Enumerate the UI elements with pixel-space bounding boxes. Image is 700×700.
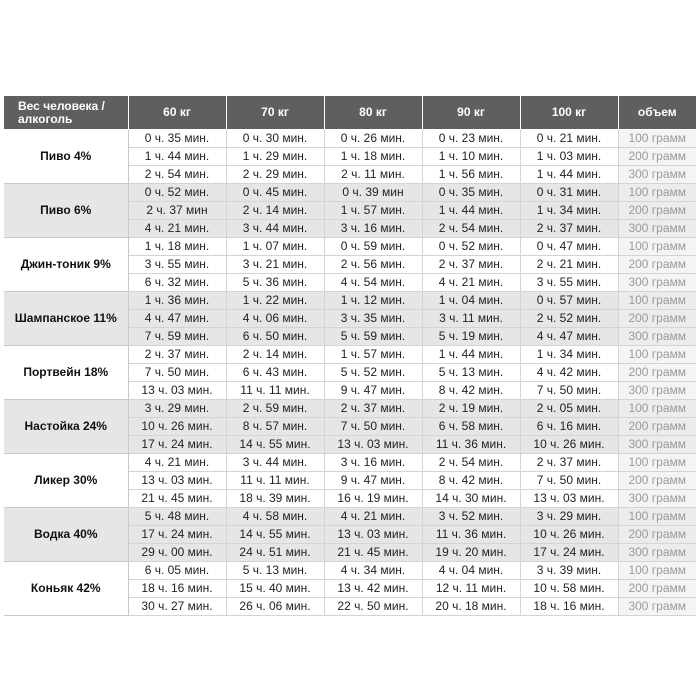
time-cell: 1 ч. 56 мин. <box>422 166 520 184</box>
time-cell: 9 ч. 47 мин. <box>324 472 422 490</box>
time-cell: 2 ч. 37 мин. <box>324 400 422 418</box>
time-cell: 13 ч. 03 мин. <box>324 436 422 454</box>
header-alcohol-label: алкоголь <box>18 111 73 126</box>
volume-cell: 300 грамм <box>618 220 696 238</box>
time-cell: 11 ч. 36 мин. <box>422 526 520 544</box>
time-cell: 1 ч. 44 мин. <box>128 148 226 166</box>
volume-cell: 200 грамм <box>618 526 696 544</box>
time-cell: 5 ч. 52 мин. <box>324 364 422 382</box>
volume-cell: 100 грамм <box>618 238 696 256</box>
time-cell: 1 ч. 29 мин. <box>226 148 324 166</box>
table-row <box>4 184 696 202</box>
time-cell: 7 ч. 50 мин. <box>128 364 226 382</box>
time-cell: 0 ч. 39 мин <box>324 184 422 202</box>
volume-cell: 300 грамм <box>618 490 696 508</box>
time-cell: 18 ч. 39 мин. <box>226 490 324 508</box>
time-cell: 1 ч. 18 мин. <box>128 238 226 256</box>
time-cell: 1 ч. 04 мин. <box>422 292 520 310</box>
header-col-70kg: 70 кг <box>226 96 324 130</box>
time-cell: 7 ч. 59 мин. <box>128 328 226 346</box>
time-cell: 5 ч. 13 мин. <box>226 562 324 580</box>
drink-group <box>4 130 696 184</box>
drink-group <box>4 400 696 454</box>
time-cell: 1 ч. 03 мин. <box>520 148 618 166</box>
table-row <box>4 130 696 148</box>
drink-group <box>4 346 696 400</box>
time-cell: 2 ч. 54 мин. <box>128 166 226 184</box>
time-cell: 29 ч. 00 мин. <box>128 544 226 562</box>
time-cell: 1 ч. 34 мин. <box>520 346 618 364</box>
time-cell: 12 ч. 11 мин. <box>422 580 520 598</box>
time-cell: 4 ч. 06 мин. <box>226 310 324 328</box>
table-row <box>4 400 696 418</box>
header-col-volume: объем <box>618 96 696 130</box>
time-cell: 2 ч. 54 мин. <box>422 220 520 238</box>
volume-cell: 200 грамм <box>618 472 696 490</box>
time-cell: 2 ч. 11 мин. <box>324 166 422 184</box>
drink-name: Настойка 24% <box>4 400 128 454</box>
time-cell: 0 ч. 35 мин. <box>128 130 226 148</box>
table-row <box>4 508 696 526</box>
time-cell: 11 ч. 11 мин. <box>226 382 324 400</box>
time-cell: 3 ч. 29 мин. <box>520 508 618 526</box>
time-cell: 14 ч. 55 мин. <box>226 436 324 454</box>
time-cell: 6 ч. 16 мин. <box>520 418 618 436</box>
time-cell: 6 ч. 32 мин. <box>128 274 226 292</box>
drink-name: Коньяк 42% <box>4 562 128 616</box>
time-cell: 13 ч. 03 мин. <box>128 472 226 490</box>
time-cell: 13 ч. 42 мин. <box>324 580 422 598</box>
volume-cell: 300 грамм <box>618 328 696 346</box>
time-cell: 1 ч. 22 мин. <box>226 292 324 310</box>
drink-name: Ликер 30% <box>4 454 128 508</box>
time-cell: 4 ч. 34 мин. <box>324 562 422 580</box>
drink-name: Пиво 4% <box>4 130 128 184</box>
time-cell: 17 ч. 24 мин. <box>128 436 226 454</box>
time-cell: 2 ч. 37 мин. <box>520 220 618 238</box>
time-cell: 4 ч. 54 мин. <box>324 274 422 292</box>
time-cell: 2 ч. 37 мин <box>128 202 226 220</box>
time-cell: 22 ч. 50 мин. <box>324 598 422 616</box>
time-cell: 7 ч. 50 мин. <box>520 382 618 400</box>
time-cell: 20 ч. 18 мин. <box>422 598 520 616</box>
time-cell: 1 ч. 36 мин. <box>128 292 226 310</box>
time-cell: 14 ч. 30 мин. <box>422 490 520 508</box>
time-cell: 21 ч. 45 мин. <box>128 490 226 508</box>
time-cell: 4 ч. 04 мин. <box>422 562 520 580</box>
time-cell: 2 ч. 54 мин. <box>422 454 520 472</box>
time-cell: 10 ч. 26 мин. <box>128 418 226 436</box>
time-cell: 11 ч. 36 мин. <box>422 436 520 454</box>
time-cell: 1 ч. 57 мин. <box>324 346 422 364</box>
time-cell: 13 ч. 03 мин. <box>324 526 422 544</box>
time-cell: 5 ч. 36 мин. <box>226 274 324 292</box>
volume-cell: 200 грамм <box>618 364 696 382</box>
time-cell: 21 ч. 45 мин. <box>324 544 422 562</box>
volume-cell: 200 грамм <box>618 418 696 436</box>
volume-cell: 100 грамм <box>618 184 696 202</box>
time-cell: 0 ч. 30 мин. <box>226 130 324 148</box>
header-weight-label: Вес человека / <box>18 98 105 113</box>
drink-group <box>4 184 696 238</box>
drink-group <box>4 292 696 346</box>
time-cell: 2 ч. 21 мин. <box>520 256 618 274</box>
time-cell: 4 ч. 58 мин. <box>226 508 324 526</box>
time-cell: 14 ч. 55 мин. <box>226 526 324 544</box>
time-cell: 2 ч. 37 мин. <box>422 256 520 274</box>
time-cell: 8 ч. 42 мин. <box>422 472 520 490</box>
alcohol-elimination-table <box>4 96 696 616</box>
time-cell: 5 ч. 59 мин. <box>324 328 422 346</box>
time-cell: 3 ч. 55 мин. <box>520 274 618 292</box>
volume-cell: 100 грамм <box>618 400 696 418</box>
time-cell: 6 ч. 58 мин. <box>422 418 520 436</box>
time-cell: 2 ч. 52 мин. <box>520 310 618 328</box>
time-cell: 10 ч. 26 мин. <box>520 526 618 544</box>
time-cell: 2 ч. 37 мин. <box>128 346 226 364</box>
time-cell: 3 ч. 11 мин. <box>422 310 520 328</box>
time-cell: 3 ч. 16 мин. <box>324 454 422 472</box>
table-row <box>4 454 696 472</box>
time-cell: 4 ч. 42 мин. <box>520 364 618 382</box>
time-cell: 24 ч. 51 мин. <box>226 544 324 562</box>
volume-cell: 100 грамм <box>618 454 696 472</box>
table-row <box>4 238 696 256</box>
time-cell: 6 ч. 05 мин. <box>128 562 226 580</box>
time-cell: 8 ч. 57 мин. <box>226 418 324 436</box>
time-cell: 3 ч. 44 мин. <box>226 454 324 472</box>
time-cell: 0 ч. 35 мин. <box>422 184 520 202</box>
time-cell: 5 ч. 19 мин. <box>422 328 520 346</box>
time-cell: 3 ч. 39 мин. <box>520 562 618 580</box>
time-cell: 1 ч. 12 мин. <box>324 292 422 310</box>
table-row <box>4 562 696 580</box>
time-cell: 18 ч. 16 мин. <box>520 598 618 616</box>
time-cell: 7 ч. 50 мин. <box>324 418 422 436</box>
time-cell: 4 ч. 21 мин. <box>422 274 520 292</box>
time-cell: 0 ч. 21 мин. <box>520 130 618 148</box>
time-cell: 2 ч. 59 мин. <box>226 400 324 418</box>
time-cell: 19 ч. 20 мин. <box>422 544 520 562</box>
header-row <box>4 96 696 130</box>
time-cell: 0 ч. 26 мин. <box>324 130 422 148</box>
time-cell: 1 ч. 44 мин. <box>422 346 520 364</box>
volume-cell: 200 грамм <box>618 580 696 598</box>
time-cell: 3 ч. 21 мин. <box>226 256 324 274</box>
time-cell: 9 ч. 47 мин. <box>324 382 422 400</box>
volume-cell: 100 грамм <box>618 346 696 364</box>
volume-cell: 100 грамм <box>618 292 696 310</box>
volume-cell: 200 грамм <box>618 256 696 274</box>
time-cell: 18 ч. 16 мин. <box>128 580 226 598</box>
time-cell: 13 ч. 03 мин. <box>128 382 226 400</box>
volume-cell: 200 грамм <box>618 202 696 220</box>
time-cell: 4 ч. 47 мин. <box>520 328 618 346</box>
volume-cell: 200 грамм <box>618 148 696 166</box>
time-cell: 5 ч. 13 мин. <box>422 364 520 382</box>
time-cell: 10 ч. 58 мин. <box>520 580 618 598</box>
time-cell: 0 ч. 57 мин. <box>520 292 618 310</box>
time-cell: 0 ч. 52 мин. <box>128 184 226 202</box>
volume-cell: 300 грамм <box>618 382 696 400</box>
time-cell: 0 ч. 52 мин. <box>422 238 520 256</box>
time-cell: 5 ч. 48 мин. <box>128 508 226 526</box>
drink-name: Пиво 6% <box>4 184 128 238</box>
time-cell: 4 ч. 21 мин. <box>128 454 226 472</box>
time-cell: 1 ч. 44 мин. <box>422 202 520 220</box>
time-cell: 1 ч. 18 мин. <box>324 148 422 166</box>
volume-cell: 100 грамм <box>618 508 696 526</box>
time-cell: 17 ч. 24 мин. <box>128 526 226 544</box>
time-cell: 26 ч. 06 мин. <box>226 598 324 616</box>
time-cell: 0 ч. 59 мин. <box>324 238 422 256</box>
time-cell: 4 ч. 21 мин. <box>324 508 422 526</box>
time-cell: 2 ч. 29 мин. <box>226 166 324 184</box>
time-cell: 16 ч. 19 мин. <box>324 490 422 508</box>
time-cell: 6 ч. 50 мин. <box>226 328 324 346</box>
drink-group <box>4 508 696 562</box>
volume-cell: 100 грамм <box>618 130 696 148</box>
drink-name: Джин-тоник 9% <box>4 238 128 292</box>
header-col-100kg: 100 кг <box>520 96 618 130</box>
header-col-80kg: 80 кг <box>324 96 422 130</box>
time-cell: 2 ч. 19 мин. <box>422 400 520 418</box>
time-cell: 8 ч. 42 мин. <box>422 382 520 400</box>
time-cell: 4 ч. 21 мин. <box>128 220 226 238</box>
time-cell: 1 ч. 34 мин. <box>520 202 618 220</box>
volume-cell: 100 грамм <box>618 562 696 580</box>
time-cell: 3 ч. 55 мин. <box>128 256 226 274</box>
header-col-90kg: 90 кг <box>422 96 520 130</box>
time-cell: 0 ч. 23 мин. <box>422 130 520 148</box>
time-cell: 2 ч. 14 мин. <box>226 346 324 364</box>
time-cell: 2 ч. 56 мин. <box>324 256 422 274</box>
volume-cell: 200 грамм <box>618 310 696 328</box>
time-cell: 2 ч. 05 мин. <box>520 400 618 418</box>
header-col-60kg: 60 кг <box>128 96 226 130</box>
time-cell: 13 ч. 03 мин. <box>520 490 618 508</box>
time-cell: 7 ч. 50 мин. <box>520 472 618 490</box>
volume-cell: 300 грамм <box>618 598 696 616</box>
drink-name: Шампанское 11% <box>4 292 128 346</box>
time-cell: 1 ч. 07 мин. <box>226 238 324 256</box>
time-cell: 3 ч. 35 мин. <box>324 310 422 328</box>
table-row <box>4 292 696 310</box>
volume-cell: 300 грамм <box>618 166 696 184</box>
volume-cell: 300 грамм <box>618 436 696 454</box>
volume-cell: 300 грамм <box>618 274 696 292</box>
time-cell: 15 ч. 40 мин. <box>226 580 324 598</box>
drink-group <box>4 562 696 616</box>
drink-group <box>4 454 696 508</box>
drink-name: Портвейн 18% <box>4 346 128 400</box>
table-row <box>4 346 696 364</box>
time-cell: 10 ч. 26 мин. <box>520 436 618 454</box>
header-weight-alcohol <box>4 96 128 130</box>
time-cell: 30 ч. 27 мин. <box>128 598 226 616</box>
time-cell: 3 ч. 52 мин. <box>422 508 520 526</box>
time-cell: 11 ч. 11 мин. <box>226 472 324 490</box>
time-cell: 1 ч. 57 мин. <box>324 202 422 220</box>
time-cell: 3 ч. 16 мин. <box>324 220 422 238</box>
time-cell: 1 ч. 44 мин. <box>520 166 618 184</box>
time-cell: 0 ч. 45 мин. <box>226 184 324 202</box>
time-cell: 0 ч. 31 мин. <box>520 184 618 202</box>
time-cell: 0 ч. 47 мин. <box>520 238 618 256</box>
time-cell: 6 ч. 43 мин. <box>226 364 324 382</box>
time-cell: 17 ч. 24 мин. <box>520 544 618 562</box>
time-cell: 2 ч. 14 мин. <box>226 202 324 220</box>
drink-name: Водка 40% <box>4 508 128 562</box>
time-cell: 4 ч. 47 мин. <box>128 310 226 328</box>
time-cell: 3 ч. 44 мин. <box>226 220 324 238</box>
time-cell: 3 ч. 29 мин. <box>128 400 226 418</box>
volume-cell: 300 грамм <box>618 544 696 562</box>
drink-group <box>4 238 696 292</box>
time-cell: 2 ч. 37 мин. <box>520 454 618 472</box>
time-cell: 1 ч. 10 мин. <box>422 148 520 166</box>
